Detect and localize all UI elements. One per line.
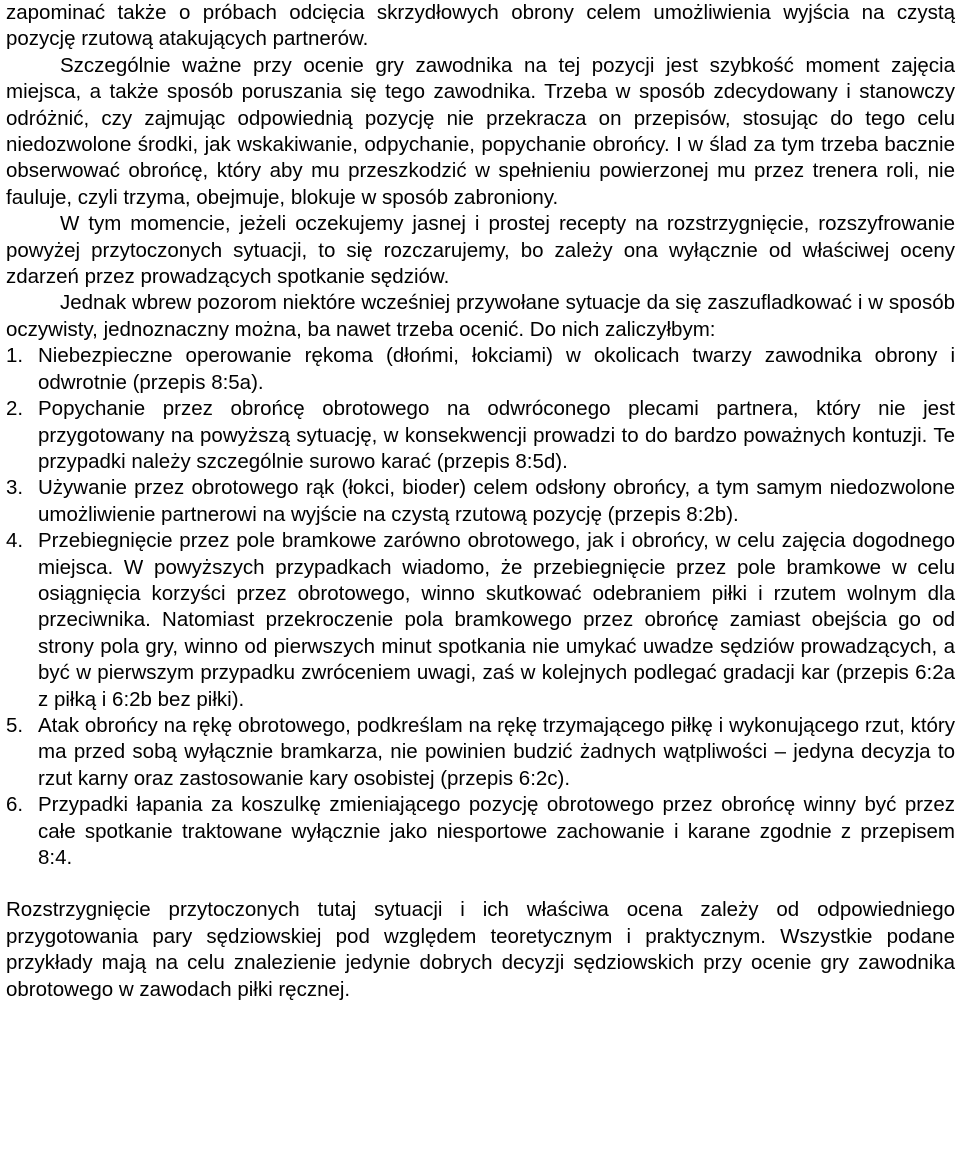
list-item-text: Niebezpieczne operowanie rękoma (dłońmi, łokciami) w okolicach twarzy zawodnika obrony i odwrotnie (przepis 8:5a). — [38, 344, 955, 394]
paragraph-continuation: zapominać także o próbach odcięcia skrzydłowych obrony celem umożliwienia wyjścia na czystą pozycję rzutową atakujących partnerów. — [6, 1, 955, 51]
list-item-text: Popychanie przez obrońcę obrotowego na odwróconego plecami partnera, który nie jest przygotowany na powyższą sytuację, w konsekwencji prowadzi to do bardzo poważnych kontuzji. Te przypadki należy szczególnie surowo karać (przepis 8:5d). — [38, 397, 955, 473]
list-item — [6, 343, 955, 396]
list-item — [6, 792, 955, 871]
list-item-number: 2. — [6, 397, 24, 421]
paragraph-speed-assessment: Szczególnie ważne przy ocenie gry zawodnika na tej pozycji jest szybkość moment zajęcia miejsca, a także sposób poruszania się tego zawodnika. Trzeba w sposób zdecydowany i stanowczy odróżnić, czy zajmując odpowiednią pozycję nie przekracza on przepisów, stosując do tego celu niedozwolone środki, jak wskakiwanie, odpychanie, popychanie obrońcy. I w ślad za tym trzeba bacznie obserwować obrońcę, który aby mu przeszkodzić w spełnieniu powierzonej mu przez trenera roli, nie fauluje, czyli trzyma, obejmuje, blokuje w sposób zabroniony. — [6, 53, 955, 209]
list-item-number: 5. — [6, 713, 24, 737]
list-item-text: Atak obrońcy na rękę obrotowego, podkreślam na rękę trzymającego piłkę i wykonującego rzut, który ma przed sobą wyłącznie bramkarza, nie powinien budzić żadnych wątpliwości – jedyna decyzja to rzut karny oraz zastosowanie kary osobistej (przepis 6:2c). — [38, 713, 955, 790]
list-item-text: Przebiegnięcie przez pole bramkowe zarówno obrotowego, jak i obrońcy, w celu zajęcia dogodnego miejsca. W powyższych przypadkach wiadomo, że przebiegnięcie przez pole bramkowe w celu osiągnięcia korzyści przez obrotowego, winno skutkować odebraniem piłki i rzutem wolnym dla przeciwnika. Natomiast przekroczenie pola bramkowego przez obrońcę zamiast obejścia go od strony pola gry, winno od pierwszych minut spotkania nie umykać uwadze sędziów prowadzących, a być w pierwszym przypadku zwróceniem uwagi, zaś w kolejnych podlegać gradacji kar (przepis 6:2a z piłką i 6:2b bez piłki). — [38, 529, 955, 711]
list-item — [6, 396, 955, 475]
numbered-list — [6, 343, 955, 871]
document-page — [6, 0, 955, 1003]
paragraph-no-recipe: W tym momencie, jeżeli oczekujemy jasnej i prostej recepty na rozstrzygnięcie, rozszyfrowanie powyżej przytoczonych sytuacji, to się rozczarujemy, bo zależy ona wyłącznie od właściwej oceny zdarzeń przez prowadzących spotkanie sędziów. — [6, 212, 955, 289]
list-item — [6, 475, 955, 528]
list-item — [6, 528, 955, 713]
list-item-number: 3. — [6, 476, 24, 500]
paragraph-closing: Rozstrzygnięcie przytoczonych tutaj sytuacji i ich właściwa ocena zależy od odpowiedniego przygotowania pary sędziowskiej pod względem teoretycznym i praktycznym. Wszystkie podane przykłady mają na celu znalezienie jedynie dobrych decyzji sędziowskich przy ocenie gry zawodnika obrotowego w zawodach piłki ręcznej. — [6, 898, 955, 1001]
list-item-number: 4. — [6, 529, 24, 553]
paragraph-categorize: Jednak wbrew pozorom niektóre wcześniej przywołane sytuacje da się zaszufladkować i w sposób oczywisty, jednoznaczny można, ba nawet trzeba ocenić. Do nich zaliczyłbym: — [6, 291, 955, 341]
list-item-number: 6. — [6, 793, 24, 817]
list-item-number: 1. — [6, 344, 24, 368]
list-item-text: Używanie przez obrotowego rąk (łokci, bioder) celem odsłony obrońcy, a tym samym niedozwolone umożliwienie partnerowi na wyjście na czystą rzutową pozycję (przepis 8:2b). — [38, 476, 955, 526]
list-item-text: Przypadki łapania za koszulkę zmieniającego pozycję obrotowego przez obrońcę winny być przez całe spotkanie traktowane wyłącznie jako niesportowe zachowanie i karane zgodnie z przepisem 8:4. — [38, 793, 955, 869]
list-item — [6, 713, 955, 792]
